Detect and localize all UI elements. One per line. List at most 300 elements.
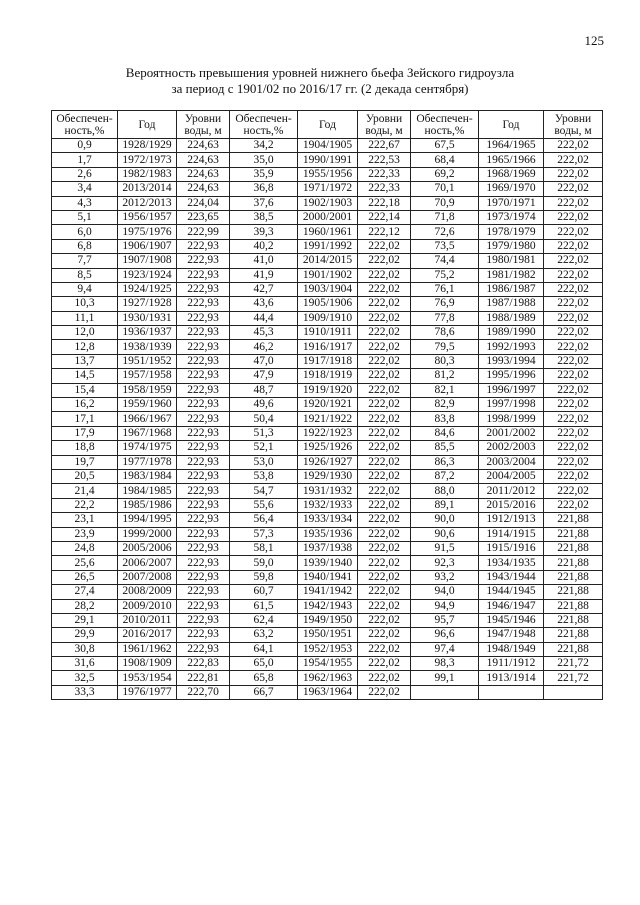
cell-probability: 35,9 <box>230 167 298 181</box>
cell-level: 222,02 <box>544 441 603 455</box>
cell-year: 1940/1941 <box>298 570 358 584</box>
cell-level: 222,93 <box>177 613 230 627</box>
table-row <box>52 541 603 555</box>
cell-year: 1937/1938 <box>298 541 358 555</box>
cell-level: 222,93 <box>177 340 230 354</box>
cell-probability: 65,8 <box>230 671 298 685</box>
cell-probability: 55,6 <box>230 498 298 512</box>
cell-level: 222,93 <box>177 484 230 498</box>
cell-probability: 94,9 <box>411 599 479 613</box>
cell-level: 222,02 <box>544 268 603 282</box>
cell-year: 1953/1954 <box>118 671 177 685</box>
cell-year: 1959/1960 <box>118 398 177 412</box>
cell-level: 222,93 <box>177 469 230 483</box>
cell-level: 222,02 <box>544 498 603 512</box>
cell-year: 1977/1978 <box>118 455 177 469</box>
cell-year: 1947/1948 <box>479 628 544 642</box>
cell-probability: 42,7 <box>230 282 298 296</box>
cell-probability: 90,0 <box>411 513 479 527</box>
cell-year: 1971/1972 <box>298 182 358 196</box>
cell-probability: 7,7 <box>52 254 118 268</box>
cell-level: 222,93 <box>177 570 230 584</box>
cell-year: 1960/1961 <box>298 225 358 239</box>
cell-level: 222,02 <box>544 326 603 340</box>
cell-year: 1918/1919 <box>298 369 358 383</box>
cell-probability: 46,2 <box>230 340 298 354</box>
cell-year: 1962/1963 <box>298 671 358 685</box>
cell-probability: 53,8 <box>230 469 298 483</box>
cell-year: 1903/1904 <box>298 282 358 296</box>
cell-year: 1945/1946 <box>479 613 544 627</box>
table-row <box>52 210 603 224</box>
cell-level: 222,02 <box>358 254 411 268</box>
cell-year: 1908/1909 <box>118 657 177 671</box>
cell-year: 2012/2013 <box>118 196 177 210</box>
cell-level: 222,02 <box>358 628 411 642</box>
cell-year: 2014/2015 <box>298 254 358 268</box>
table-row <box>52 484 603 498</box>
cell-level: 223,65 <box>177 210 230 224</box>
table-row <box>52 513 603 527</box>
cell-probability: 53,0 <box>230 455 298 469</box>
cell-year: 1916/1917 <box>298 340 358 354</box>
cell-probability: 24,8 <box>52 541 118 555</box>
cell-level: 222,33 <box>358 182 411 196</box>
cell-probability: 49,6 <box>230 398 298 412</box>
header-level-2: Уровни воды, м <box>358 111 411 139</box>
cell-probability: 30,8 <box>52 642 118 656</box>
cell-year: 1966/1967 <box>118 412 177 426</box>
cell-year: 1920/1921 <box>298 398 358 412</box>
cell-level: 222,02 <box>358 570 411 584</box>
cell-probability: 64,1 <box>230 642 298 656</box>
table-row <box>52 657 603 671</box>
cell-probability: 70,1 <box>411 182 479 196</box>
cell-year: 1904/1905 <box>298 139 358 153</box>
cell-level: 222,02 <box>358 455 411 469</box>
cell-probability: 94,0 <box>411 585 479 599</box>
header-level-1: Уровни воды, м <box>177 111 230 139</box>
cell-probability: 40,2 <box>230 239 298 253</box>
cell-level: 222,93 <box>177 412 230 426</box>
cell-probability: 11,1 <box>52 311 118 325</box>
cell-level: 222,02 <box>358 383 411 397</box>
cell-year: 1939/1940 <box>298 556 358 570</box>
cell-year: 1974/1975 <box>118 441 177 455</box>
cell-year: 1925/1926 <box>298 441 358 455</box>
cell-probability: 98,3 <box>411 657 479 671</box>
table-row <box>52 455 603 469</box>
cell-year: 1969/1970 <box>479 182 544 196</box>
cell-probability: 28,2 <box>52 599 118 613</box>
cell-probability: 93,2 <box>411 570 479 584</box>
cell-year: 1999/2000 <box>118 527 177 541</box>
cell-probability: 14,5 <box>52 369 118 383</box>
cell-year: 1963/1964 <box>298 685 358 699</box>
table-row <box>52 196 603 210</box>
table-row <box>52 642 603 656</box>
cell-year: 1911/1912 <box>479 657 544 671</box>
cell-level: 222,93 <box>177 383 230 397</box>
cell-probability: 6,0 <box>52 225 118 239</box>
cell-level: 222,02 <box>544 254 603 268</box>
cell-level: 222,02 <box>544 455 603 469</box>
cell-level: 222,02 <box>358 685 411 699</box>
cell-level: 222,12 <box>358 225 411 239</box>
cell-year: 1923/1924 <box>118 268 177 282</box>
cell-level: 222,02 <box>544 469 603 483</box>
cell-year: 1985/1986 <box>118 498 177 512</box>
cell-level: 222,02 <box>358 239 411 253</box>
cell-level: 222,02 <box>544 153 603 167</box>
cell-probability: 47,9 <box>230 369 298 383</box>
cell-probability: 12,8 <box>52 340 118 354</box>
cell-level: 222,93 <box>177 585 230 599</box>
cell-level: 222,93 <box>177 354 230 368</box>
cell-probability: 10,3 <box>52 297 118 311</box>
table-row <box>52 412 603 426</box>
cell-probability: 92,3 <box>411 556 479 570</box>
cell-level: 222,02 <box>358 513 411 527</box>
document-title <box>0 65 640 97</box>
table-row <box>52 369 603 383</box>
cell-level: 221,88 <box>544 599 603 613</box>
table-row <box>52 585 603 599</box>
cell-probability: 59,0 <box>230 556 298 570</box>
cell-year: 1915/1916 <box>479 541 544 555</box>
cell-probability: 79,5 <box>411 340 479 354</box>
cell-year: 1986/1987 <box>479 282 544 296</box>
cell-year: 1932/1933 <box>298 498 358 512</box>
cell-level: 222,02 <box>358 441 411 455</box>
cell-level: 222,93 <box>177 628 230 642</box>
table-row <box>52 599 603 613</box>
cell-level: 224,63 <box>177 153 230 167</box>
cell-year: 1909/1910 <box>298 311 358 325</box>
cell-year: 1933/1934 <box>298 513 358 527</box>
cell-probability: 44,4 <box>230 311 298 325</box>
cell-year: 1928/1929 <box>118 139 177 153</box>
cell-year: 2009/2010 <box>118 599 177 613</box>
cell-level <box>544 685 603 699</box>
cell-level: 222,93 <box>177 326 230 340</box>
cell-probability: 23,9 <box>52 527 118 541</box>
cell-year: 1964/1965 <box>479 139 544 153</box>
cell-probability: 78,6 <box>411 326 479 340</box>
cell-year: 1967/1968 <box>118 426 177 440</box>
cell-level: 222,93 <box>177 455 230 469</box>
cell-level: 222,93 <box>177 498 230 512</box>
cell-probability: 17,9 <box>52 426 118 440</box>
cell-probability: 60,7 <box>230 585 298 599</box>
cell-year: 1934/1935 <box>479 556 544 570</box>
cell-year: 1913/1914 <box>479 671 544 685</box>
cell-probability: 71,8 <box>411 210 479 224</box>
cell-level: 221,88 <box>544 556 603 570</box>
cell-probability: 9,4 <box>52 282 118 296</box>
cell-year: 1943/1944 <box>479 570 544 584</box>
cell-year: 1917/1918 <box>298 354 358 368</box>
cell-probability: 37,6 <box>230 196 298 210</box>
cell-level: 222,02 <box>358 340 411 354</box>
cell-probability <box>411 685 479 699</box>
cell-probability: 4,3 <box>52 196 118 210</box>
cell-year: 1976/1977 <box>118 685 177 699</box>
cell-level: 222,02 <box>544 225 603 239</box>
cell-level: 222,02 <box>358 268 411 282</box>
cell-level: 222,81 <box>177 671 230 685</box>
cell-probability: 89,1 <box>411 498 479 512</box>
cell-probability: 88,0 <box>411 484 479 498</box>
cell-level: 222,67 <box>358 139 411 153</box>
cell-probability: 76,9 <box>411 297 479 311</box>
probability-table <box>51 110 603 700</box>
cell-year: 1991/1992 <box>298 239 358 253</box>
cell-probability: 72,6 <box>411 225 479 239</box>
cell-probability: 35,0 <box>230 153 298 167</box>
cell-level: 222,02 <box>358 426 411 440</box>
cell-probability: 16,2 <box>52 398 118 412</box>
cell-probability: 29,1 <box>52 613 118 627</box>
cell-year: 1921/1922 <box>298 412 358 426</box>
cell-level: 222,02 <box>358 527 411 541</box>
cell-level: 222,02 <box>358 556 411 570</box>
cell-level: 222,93 <box>177 282 230 296</box>
cell-year: 1970/1971 <box>479 196 544 210</box>
cell-level: 222,02 <box>544 297 603 311</box>
cell-year: 1984/1985 <box>118 484 177 498</box>
cell-year: 1907/1908 <box>118 254 177 268</box>
cell-year: 1924/1925 <box>118 282 177 296</box>
table-row <box>52 426 603 440</box>
table-row <box>52 556 603 570</box>
cell-year: 2003/2004 <box>479 455 544 469</box>
header-level-3: Уровни воды, м <box>544 111 603 139</box>
table-row <box>52 354 603 368</box>
title-line-2: за период с 1901/02 по 2016/17 гг. (2 декада сентября) <box>171 81 469 96</box>
cell-level: 222,02 <box>544 354 603 368</box>
cell-level: 222,02 <box>544 282 603 296</box>
cell-probability: 27,4 <box>52 585 118 599</box>
cell-year: 1936/1937 <box>118 326 177 340</box>
table-row <box>52 340 603 354</box>
cell-probability: 29,9 <box>52 628 118 642</box>
cell-level: 222,02 <box>358 398 411 412</box>
cell-year: 1946/1947 <box>479 599 544 613</box>
cell-probability: 12,0 <box>52 326 118 340</box>
cell-year: 1982/1983 <box>118 167 177 181</box>
cell-probability: 36,8 <box>230 182 298 196</box>
table-row <box>52 383 603 397</box>
cell-level: 222,70 <box>177 685 230 699</box>
cell-level: 222,02 <box>544 484 603 498</box>
cell-year: 1989/1990 <box>479 326 544 340</box>
cell-year: 1988/1989 <box>479 311 544 325</box>
cell-year: 2010/2011 <box>118 613 177 627</box>
cell-level: 222,83 <box>177 657 230 671</box>
cell-year: 1922/1923 <box>298 426 358 440</box>
cell-year: 1910/1911 <box>298 326 358 340</box>
cell-level: 222,02 <box>358 354 411 368</box>
table-header-row <box>52 111 603 139</box>
cell-year: 2008/2009 <box>118 585 177 599</box>
cell-level: 222,99 <box>177 225 230 239</box>
cell-level: 222,02 <box>358 541 411 555</box>
page-number: 125 <box>584 33 604 48</box>
cell-level: 222,93 <box>177 513 230 527</box>
cell-probability: 1,7 <box>52 153 118 167</box>
cell-level: 224,63 <box>177 167 230 181</box>
cell-probability: 97,4 <box>411 642 479 656</box>
cell-year: 1927/1928 <box>118 297 177 311</box>
cell-year: 1906/1907 <box>118 239 177 253</box>
cell-level: 222,14 <box>358 210 411 224</box>
cell-year: 1912/1913 <box>479 513 544 527</box>
table-row <box>52 398 603 412</box>
cell-year: 1983/1984 <box>118 469 177 483</box>
cell-year: 2002/2003 <box>479 441 544 455</box>
cell-year: 1996/1997 <box>479 383 544 397</box>
cell-year: 2006/2007 <box>118 556 177 570</box>
cell-level: 222,02 <box>358 412 411 426</box>
cell-year: 1993/1994 <box>479 354 544 368</box>
table-row <box>52 326 603 340</box>
cell-probability: 61,5 <box>230 599 298 613</box>
cell-probability: 52,1 <box>230 441 298 455</box>
cell-level: 222,93 <box>177 398 230 412</box>
cell-probability: 34,2 <box>230 139 298 153</box>
cell-year: 1979/1980 <box>479 239 544 253</box>
cell-year: 1968/1969 <box>479 167 544 181</box>
cell-level: 222,02 <box>358 311 411 325</box>
cell-year: 1931/1932 <box>298 484 358 498</box>
cell-probability: 3,4 <box>52 182 118 196</box>
cell-level: 221,88 <box>544 541 603 555</box>
table-row <box>52 153 603 167</box>
cell-probability: 80,3 <box>411 354 479 368</box>
cell-level: 222,02 <box>358 671 411 685</box>
cell-probability: 59,8 <box>230 570 298 584</box>
cell-level: 222,02 <box>544 398 603 412</box>
header-probability-1: Обеспечен-ность,% <box>52 111 118 139</box>
cell-level: 222,93 <box>177 441 230 455</box>
cell-year: 1944/1945 <box>479 585 544 599</box>
cell-probability: 33,3 <box>52 685 118 699</box>
cell-level: 221,72 <box>544 671 603 685</box>
cell-probability: 2,6 <box>52 167 118 181</box>
cell-level: 222,02 <box>544 311 603 325</box>
cell-probability: 90,6 <box>411 527 479 541</box>
cell-level: 222,02 <box>358 282 411 296</box>
cell-level: 221,88 <box>544 628 603 642</box>
table-row <box>52 570 603 584</box>
cell-year: 1942/1943 <box>298 599 358 613</box>
cell-year: 1994/1995 <box>118 513 177 527</box>
cell-year: 1987/1988 <box>479 297 544 311</box>
cell-level: 222,18 <box>358 196 411 210</box>
cell-probability: 63,2 <box>230 628 298 642</box>
cell-level: 222,02 <box>544 340 603 354</box>
table-row <box>52 311 603 325</box>
cell-level: 222,02 <box>358 613 411 627</box>
cell-year: 1926/1927 <box>298 455 358 469</box>
cell-level: 224,04 <box>177 196 230 210</box>
table-row <box>52 182 603 196</box>
cell-level: 222,93 <box>177 527 230 541</box>
cell-probability: 69,2 <box>411 167 479 181</box>
cell-level: 222,93 <box>177 599 230 613</box>
cell-probability: 20,5 <box>52 469 118 483</box>
cell-year: 1905/1906 <box>298 297 358 311</box>
cell-probability: 50,4 <box>230 412 298 426</box>
cell-probability: 95,7 <box>411 613 479 627</box>
header-probability-2: Обеспечен-ность,% <box>230 111 298 139</box>
cell-probability: 31,6 <box>52 657 118 671</box>
cell-year: 1978/1979 <box>479 225 544 239</box>
table-row <box>52 239 603 253</box>
cell-probability: 13,7 <box>52 354 118 368</box>
cell-year: 1995/1996 <box>479 369 544 383</box>
cell-year: 1941/1942 <box>298 585 358 599</box>
cell-year: 1981/1982 <box>479 268 544 282</box>
cell-probability: 87,2 <box>411 469 479 483</box>
cell-year: 2001/2002 <box>479 426 544 440</box>
table-row <box>52 225 603 239</box>
cell-level: 222,02 <box>544 369 603 383</box>
table-row <box>52 282 603 296</box>
table-row <box>52 139 603 153</box>
cell-level: 222,93 <box>177 369 230 383</box>
title-line-1: Вероятность превышения уровней нижнего бьефа Зейского гидроузла <box>125 65 515 80</box>
cell-probability: 21,4 <box>52 484 118 498</box>
cell-probability: 25,6 <box>52 556 118 570</box>
cell-probability: 91,5 <box>411 541 479 555</box>
cell-probability: 96,6 <box>411 628 479 642</box>
cell-level: 222,02 <box>358 657 411 671</box>
cell-level: 222,02 <box>358 469 411 483</box>
cell-probability: 70,9 <box>411 196 479 210</box>
cell-level: 221,88 <box>544 570 603 584</box>
cell-year: 1998/1999 <box>479 412 544 426</box>
cell-year: 2007/2008 <box>118 570 177 584</box>
cell-level: 222,02 <box>358 369 411 383</box>
cell-probability: 68,4 <box>411 153 479 167</box>
header-probability-3: Обеспечен-ность,% <box>411 111 479 139</box>
cell-probability: 82,9 <box>411 398 479 412</box>
cell-year: 1951/1952 <box>118 354 177 368</box>
cell-level: 222,02 <box>544 167 603 181</box>
cell-level: 222,02 <box>358 297 411 311</box>
cell-probability: 51,3 <box>230 426 298 440</box>
cell-probability: 47,0 <box>230 354 298 368</box>
cell-year: 1950/1951 <box>298 628 358 642</box>
cell-level: 222,02 <box>544 210 603 224</box>
cell-year: 1965/1966 <box>479 153 544 167</box>
cell-probability: 8,5 <box>52 268 118 282</box>
cell-probability: 5,1 <box>52 210 118 224</box>
table-row <box>52 268 603 282</box>
cell-year: 2005/2006 <box>118 541 177 555</box>
cell-probability: 41,9 <box>230 268 298 282</box>
cell-year: 1955/1956 <box>298 167 358 181</box>
cell-level: 222,93 <box>177 268 230 282</box>
table-row <box>52 441 603 455</box>
cell-year: 1975/1976 <box>118 225 177 239</box>
table-row <box>52 167 603 181</box>
cell-year: 1901/1902 <box>298 268 358 282</box>
cell-year: 1958/1959 <box>118 383 177 397</box>
cell-probability: 76,1 <box>411 282 479 296</box>
